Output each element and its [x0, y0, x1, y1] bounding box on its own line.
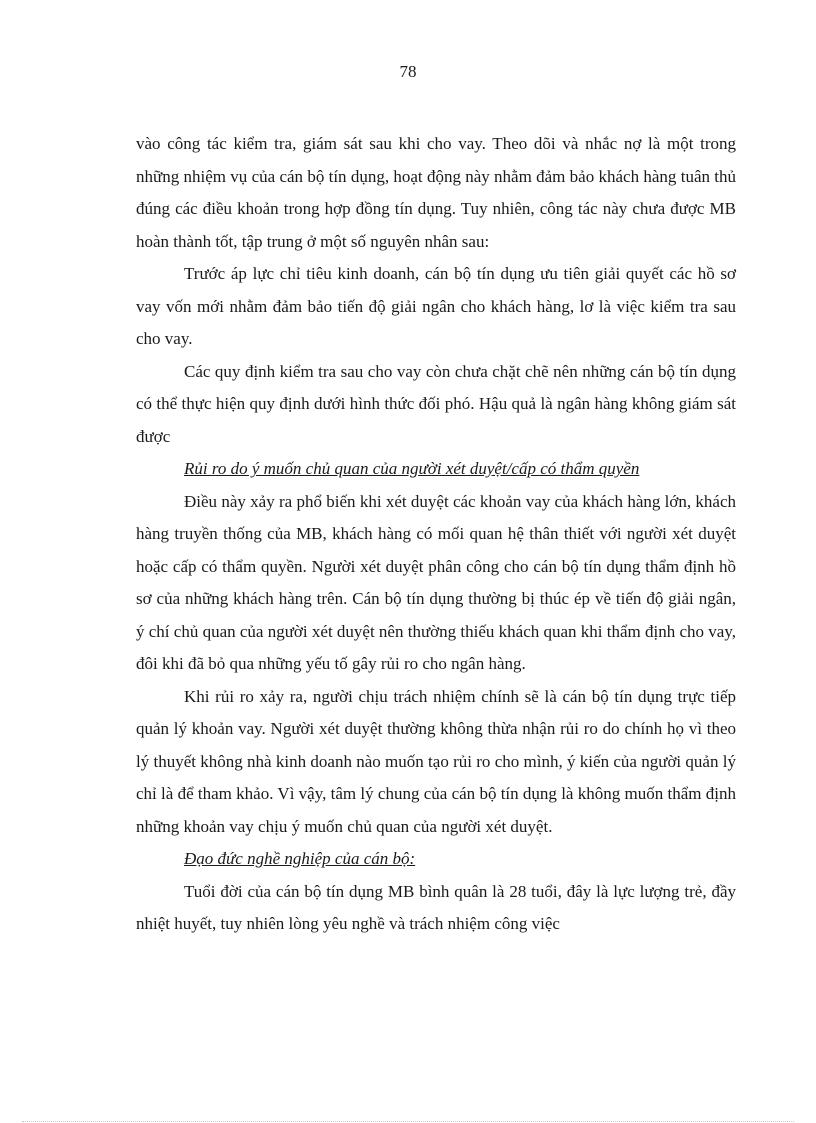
section-heading-subjective-risk: Rủi ro do ý muốn chủ quan của người xét duyệt/cấp có thẩm quyền	[184, 459, 640, 478]
paragraph-sales-pressure: Trước áp lực chỉ tiêu kinh doanh, cán bộ tín dụng ưu tiên giải quyết các hồ sơ vay vốn mới nhằm đảm bảo tiến độ giải ngân cho khách hàng, lơ là việc kiểm tra sau cho vay.	[136, 264, 736, 348]
paragraph-responsibility: Khi rủi ro xảy ra, người chịu trách nhiệm chính sẽ là cán bộ tín dụng trực tiếp quản lý khoản vay. Người xét duyệt thường không thừa nhận rủi ro do chính họ vì theo lý thuyết không nhà kinh doanh nào muốn tạo rủi ro cho mình, ý kiến của người quản lý chỉ là để tham khảo. Vì vậy, tâm lý chung của cán bộ tín dụng là không muốn thẩm định những khoản vay chịu ý muốn chủ quan của người xét duyệt.	[136, 686, 736, 836]
page-bottom-divider	[22, 1121, 794, 1122]
page-number: 78	[399, 62, 417, 81]
paragraph-regulations: Các quy định kiểm tra sau cho vay còn chưa chặt chẽ nên những cán bộ tín dụng có thể thực hiện quy định dưới hình thức đối phó. Hậu quả là ngân hàng không giám sát được	[136, 361, 736, 446]
paragraph-subjective-risk: Điều này xảy ra phổ biến khi xét duyệt các khoản vay của khách hàng lớn, khách hàng truyền thống của MB, khách hàng có mối quan hệ thân thiết với người xét duyệt hoặc cấp có thẩm quyền. Người xét duyệt phân công cho cán bộ tín dụng thẩm định hồ sơ của những khách hàng trên. Cán bộ tín dụng thường bị thúc ép về tiến độ giải ngân, ý chí chủ quan của người xét duyệt nên thường thiếu khách quan khi thẩm định cho vay, đôi khi đã bỏ qua những yếu tố gây rủi ro cho ngân hàng.	[136, 491, 736, 673]
paragraph-continuation: vào công tác kiểm tra, giám sát sau khi cho vay. Theo dõi và nhắc nợ là một trong những nhiệm vụ của cán bộ tín dụng, hoạt động này nhằm đảm bảo khách hàng tuân thủ đúng các điều khoản trong hợp đồng tín dụng. Tuy nhiên, công tác này chưa được MB hoàn thành tốt, tập trung ở một số nguyên nhân sau:	[136, 134, 736, 251]
document-body	[136, 128, 736, 941]
paragraph-staff-age: Tuổi đời của cán bộ tín dụng MB bình quân là 28 tuổi, đây là lực lượng trẻ, đầy nhiệt huyết, tuy nhiên lòng yêu nghề và trách nhiệm công việc	[136, 881, 736, 933]
section-heading-ethics: Đạo đức nghề nghiệp của cán bộ:	[184, 849, 416, 868]
